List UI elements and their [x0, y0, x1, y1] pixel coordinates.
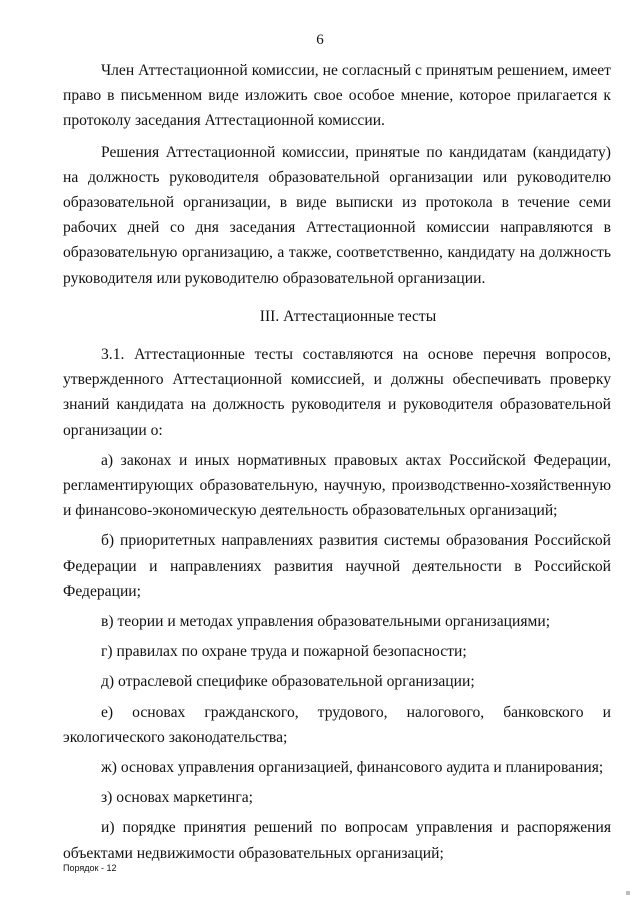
list-item-i: и) порядке принятия решений по вопросам управления и распоряжения объектами недвижимости образовательных организаций;: [63, 819, 611, 862]
list-item-e: е) основах гражданского, трудового, налогового, банковского и экологического законодательства;: [63, 703, 611, 746]
section-heading: III. Аттестационные тесты: [259, 307, 437, 325]
list-item-b: б) приоритетных направлениях развития системы образования Российской Федерации и направлениях развития научной деятельности в Российской Федерации;: [63, 532, 611, 600]
list-item-a: а) законах и иных нормативных правовых актах Российской Федерации, регламентирующих образовательную, научную, производственно-хозяйственную и финансово-экономическую деятельность образовательных организаций;: [63, 451, 611, 520]
list-item-g: г) правилах по охране труда и пожарной безопасности;: [101, 643, 467, 661]
paragraph-commission-member-opinion: Член Аттестационной комиссии, не согласный с принятым решением, имеет право в письменном виде изложить свое особое мнение, которое прилагается к протоколу заседания Аттестационной комиссии.: [63, 62, 611, 130]
page-number: 6: [316, 32, 324, 48]
section-intro-paragraph: 3.1. Аттестационные тесты составляются на основе перечня вопросов, утвержденного Аттестационной комиссией, и должны обеспечивать проверку знаний кандидата на должность руководителя и руководителя образовательной организации о:: [63, 346, 611, 439]
list-item-zh: ж) основах управления организацией, финансового аудита и планирования;: [101, 759, 604, 777]
document-body: [63, 58, 611, 866]
list-item-z: з) основах маркетинга;: [101, 789, 254, 807]
footer-label: Порядок - 12: [63, 863, 117, 873]
paragraph-commission-decisions: Решения Аттестационной комиссии, принятые по кандидатам (кандидату) на должность руководителя образовательной организации или руководителю образовательной организации, в виде выписки из протокола в течение семи рабочих дней со дня заседания Аттестационной комиссии направляются в образовательную организацию, а также, соответственно, кандидату на должность руководителя или руководителю образовательной организации.: [63, 143, 611, 287]
list-item-v: в) теории и методах управления образовательными организациями;: [101, 613, 551, 631]
scan-speck: [626, 891, 630, 895]
list-item-d: д) отраслевой специфике образовательной организации;: [101, 673, 475, 691]
